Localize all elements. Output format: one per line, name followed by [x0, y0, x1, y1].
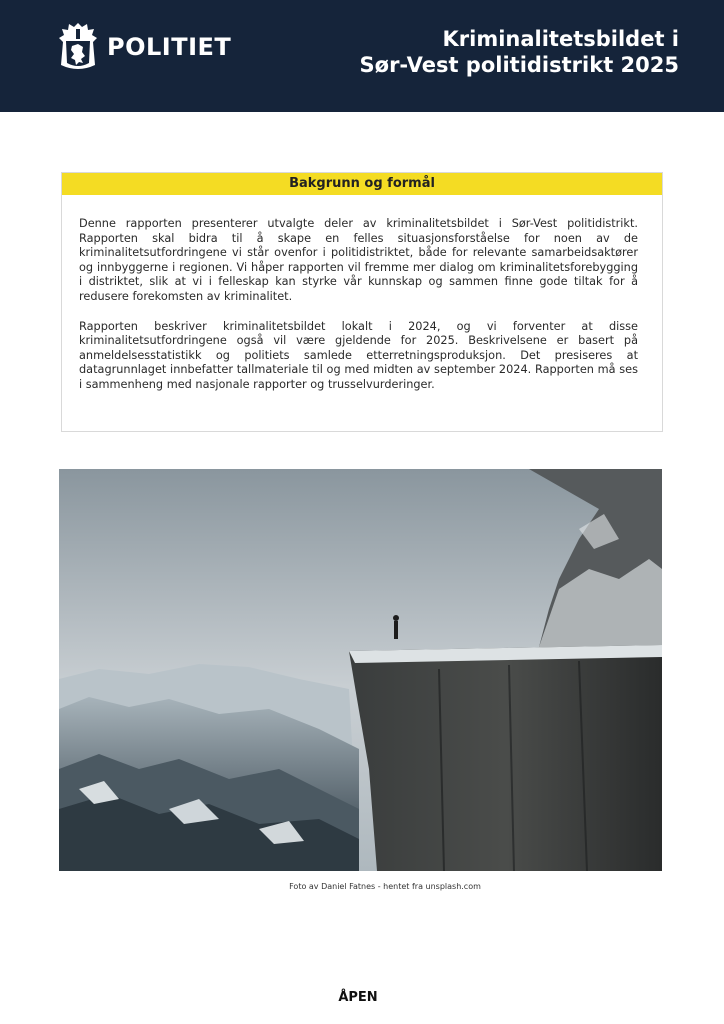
- background-purpose-box: [61, 172, 663, 432]
- report-header: [0, 0, 724, 112]
- section-body: [62, 195, 662, 393]
- section-heading: Bakgrunn og formål: [62, 173, 662, 195]
- report-title-line1: Kriminalitetsbildet i: [442, 27, 679, 51]
- section-paragraph-1: Denne rapporten presenterer utvalgte deler av kriminalitetsbildet i Sør-Vest politidistrikt. Rapporten skal bidra til å skape en felles situasjonsforståelse for noen av de kriminalitetsutfordringene vi står ovenfor i politidistriktet, både for relevante samarbeidsaktører og innbyggerne i regionen. Vi håper rapporten vil fremme mer dialog om kriminalitetsforebygging i distriktet, slik at vi i felleskap kan styrke vår kunnskap og sammen finne gode tiltak for å redusere forekomsten av kriminalitet.: [79, 217, 638, 303]
- classification-label: ÅPEN: [338, 990, 378, 1005]
- cover-photo: [59, 469, 662, 871]
- police-logo-text: POLITIET: [107, 33, 232, 61]
- report-title-line2: Sør-Vest politidistrikt 2025: [359, 53, 679, 77]
- police-crest-icon: [57, 21, 99, 73]
- report-title: [360, 26, 679, 78]
- cliff-landscape-image: [59, 469, 662, 871]
- section-paragraph-2: Rapporten beskriver kriminalitetsbildet lokalt i 2024, og vi forventer at disse kriminalitetsutfordringene også vil være gjeldende for 2025. Beskrivelsene er basert på anmeldelsesstatistikk og politiets samlede etterretningsproduksjon. Det presiseres at datagrunnlaget innbefatter tallmateriale til og med midten av september 2024. Rapporten må ses i sammenheng med nasjonale rapporter og trusselvurderinger.: [79, 319, 638, 391]
- photo-caption: Foto av Daniel Fatnes - hentet fra unsplash.com: [289, 882, 481, 891]
